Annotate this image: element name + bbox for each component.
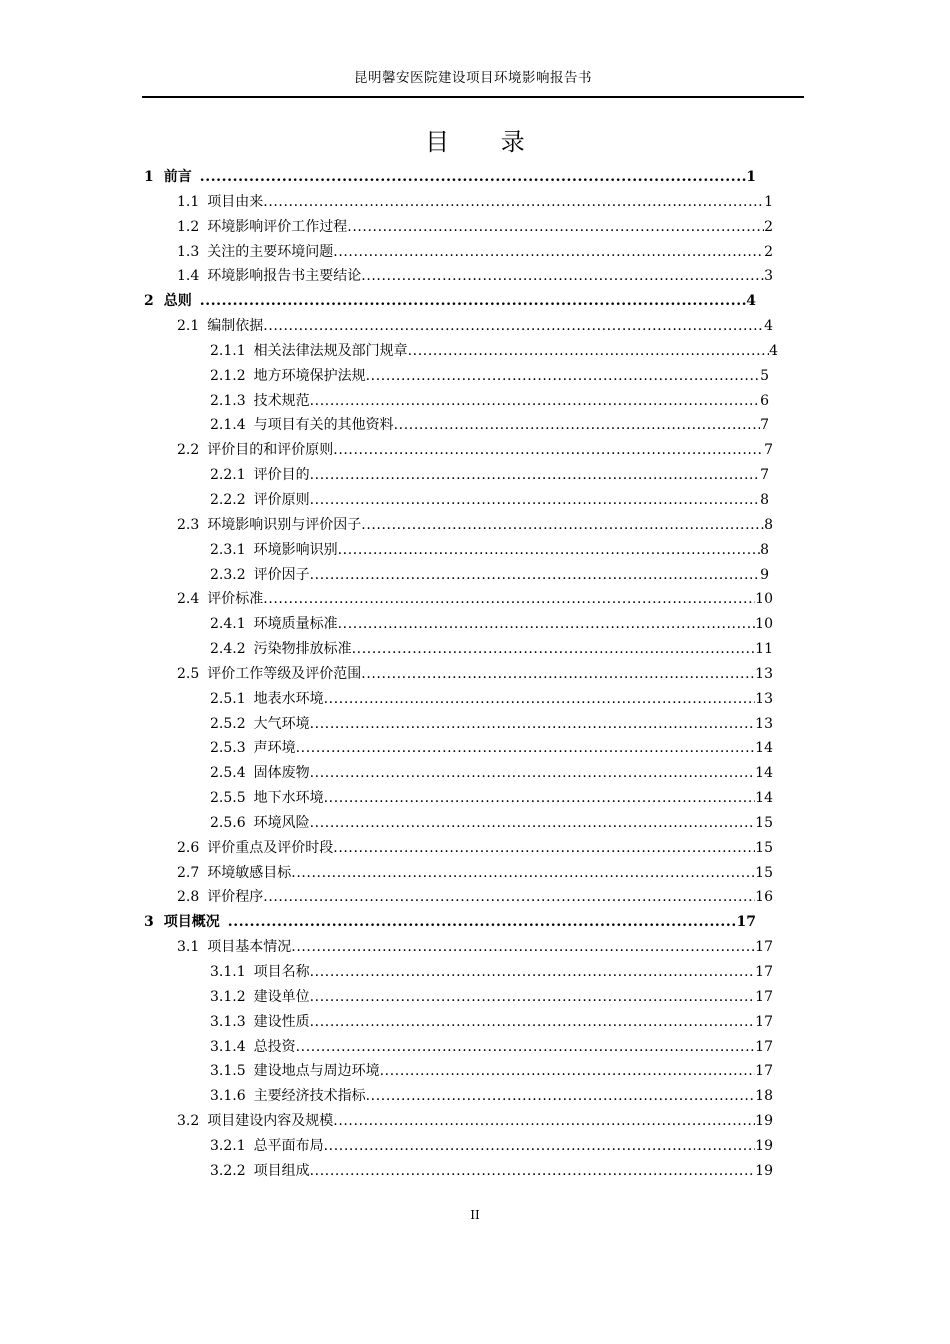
toc-entry[interactable]	[0, 215, 950, 240]
header-rule	[142, 96, 804, 98]
toc-entry[interactable]	[0, 513, 950, 538]
toc-entry[interactable]	[0, 811, 950, 836]
toc-entry-number: 2.8	[177, 889, 200, 906]
toc-entry[interactable]	[0, 736, 950, 761]
toc-entry-number: 3.2	[177, 1113, 200, 1130]
toc-entry[interactable]	[0, 389, 950, 414]
toc-entry[interactable]	[0, 662, 950, 687]
toc-entry[interactable]	[0, 1109, 950, 1134]
toc-entry[interactable]	[0, 264, 950, 289]
toc-leader-dots	[366, 364, 760, 389]
toc-entry-row[interactable]	[177, 264, 773, 289]
toc-entry-title: 与项目有关的其他资料	[253, 417, 394, 434]
toc-entry-row[interactable]	[210, 736, 773, 761]
toc-entry-title: 环境影响报告书主要结论	[207, 268, 362, 285]
toc-entry-page: 17	[736, 914, 756, 931]
toc-entry-row[interactable]	[177, 438, 773, 463]
toc-entry[interactable]	[0, 314, 950, 339]
toc-entry-page: 4	[764, 318, 773, 335]
toc-entry-row[interactable]	[210, 1059, 773, 1084]
toc-entry-page: 1	[746, 169, 756, 185]
toc-entry-title: 前言	[163, 169, 192, 185]
toc-entry-number: 3.1.5	[210, 1063, 246, 1080]
toc-entry-row[interactable]	[144, 910, 756, 935]
toc-entry-number: 1.3	[177, 243, 200, 260]
toc-entry-number: 2.3.1	[210, 541, 246, 558]
toc-entry-number: 2.5.2	[210, 715, 246, 732]
toc-entry-title: 地表水环境	[253, 690, 324, 707]
toc-leader-dots	[324, 1134, 756, 1159]
toc-entry[interactable]	[0, 761, 950, 786]
toc-entry-page: 14	[755, 765, 773, 782]
toc-entry-page: 7	[760, 467, 769, 484]
toc-entry-row[interactable]	[177, 861, 773, 886]
toc-entry[interactable]	[0, 687, 950, 712]
toc-entry-title: 环境影响评价工作过程	[207, 218, 348, 235]
toc-entry[interactable]	[0, 364, 950, 389]
toc-leader-dots	[310, 985, 756, 1010]
toc-leader-dots	[291, 935, 755, 960]
toc-entry-number: 2.5.5	[210, 790, 246, 807]
toc-entry-title: 相关法律法规及部门规章	[253, 342, 408, 359]
toc-entry-title: 主要经济技术指标	[253, 1088, 366, 1105]
toc-entry-page: 15	[755, 814, 773, 831]
toc-entry[interactable]	[0, 786, 950, 811]
toc-entry-number: 2.1.3	[210, 392, 246, 409]
toc-leader-dots	[310, 712, 756, 737]
toc-leader-dots	[338, 612, 756, 637]
toc-entry-number: 2.5.3	[210, 740, 246, 757]
toc-entry[interactable]	[0, 165, 950, 190]
toc-entry-page: 19	[755, 1162, 773, 1179]
toc-entry-row[interactable]	[177, 885, 773, 910]
toc-entry-row[interactable]	[210, 637, 773, 662]
toc-entry-page: 19	[755, 1113, 773, 1130]
toc-entry[interactable]	[0, 339, 950, 364]
toc-entry-number: 3.1.4	[210, 1038, 246, 1055]
toc-entry-page: 8	[764, 516, 773, 533]
toc-entry-row[interactable]	[210, 612, 773, 637]
toc-entry-number: 2.1.2	[210, 367, 246, 384]
toc-entry-page: 15	[755, 864, 773, 881]
toc-entry-page: 10	[755, 591, 773, 608]
toc-entry-title: 建设单位	[253, 988, 310, 1005]
toc-entry[interactable]	[0, 637, 950, 662]
toc-entry-number: 2.3.2	[210, 566, 246, 583]
toc-entry-number: 3	[144, 914, 154, 931]
toc-leader-dots	[263, 190, 764, 215]
toc-entry-title: 项目名称	[253, 964, 310, 980]
toc-entry-row[interactable]	[177, 215, 773, 240]
toc-entry-title: 固体废物	[253, 765, 310, 782]
toc-entry-number: 2.3	[177, 516, 200, 533]
toc-entry-row[interactable]	[177, 190, 773, 215]
toc-entry-number: 2.2	[177, 442, 200, 459]
toc-entry-title: 环境敏感目标	[207, 864, 292, 881]
toc-entry[interactable]	[0, 1010, 950, 1035]
toc-entry-page: 3	[764, 268, 773, 285]
toc-leader-dots	[200, 289, 747, 314]
toc-entry-page: 7	[760, 417, 769, 434]
toc-entry-page: 17	[755, 939, 773, 956]
toc-entry-page: 17	[755, 1013, 773, 1030]
toc-entry-row[interactable]	[210, 761, 773, 786]
toc-entry-title: 评价目的	[253, 467, 310, 484]
toc-entry-row[interactable]	[210, 389, 769, 414]
toc-entry-row[interactable]	[177, 587, 773, 612]
toc-leader-dots	[338, 538, 760, 563]
toc-leader-dots	[366, 1084, 756, 1109]
toc-entry[interactable]	[0, 438, 950, 463]
toc-entry-number: 2.2.1	[210, 467, 246, 484]
toc-entry-page: 16	[755, 889, 773, 906]
toc-entry-title: 项目概况	[163, 914, 220, 931]
toc-entry-title: 编制依据	[207, 318, 264, 335]
toc-entry-page: 8	[760, 491, 769, 508]
toc-leader-dots	[263, 885, 755, 910]
toc-entry[interactable]	[0, 463, 950, 488]
toc-entry-number: 3.1.6	[210, 1088, 246, 1105]
toc-entry-page: 15	[755, 839, 773, 856]
toc-entry-row[interactable]	[177, 662, 773, 687]
toc-entry[interactable]	[0, 910, 950, 935]
table-of-contents	[0, 165, 950, 1184]
toc-entry-title: 技术规范	[253, 392, 310, 409]
toc-entry-row[interactable]	[210, 811, 773, 836]
toc-entry-title: 评价标准	[207, 591, 264, 608]
toc-leader-dots	[333, 836, 755, 861]
toc-entry[interactable]	[0, 190, 950, 215]
toc-leader-dots	[333, 1109, 755, 1134]
toc-entry-page: 8	[760, 541, 769, 558]
toc-entry-title: 总平面布局	[253, 1137, 324, 1154]
toc-entry-row[interactable]	[210, 463, 769, 488]
toc-leader-dots	[333, 240, 764, 265]
toc-entry-row[interactable]	[210, 985, 773, 1010]
toc-entry-title: 环境影响识别与评价因子	[207, 516, 362, 533]
page-number: II	[470, 1208, 480, 1222]
toc-leader-dots	[347, 215, 764, 240]
toc-title: 目 录	[425, 128, 547, 156]
toc-leader-dots	[263, 587, 755, 612]
toc-entry-row[interactable]	[210, 563, 769, 588]
toc-entry-title: 评价重点及评价时段	[207, 839, 334, 856]
toc-leader-dots	[291, 861, 755, 886]
toc-entry-number: 3.1.1	[210, 964, 246, 980]
toc-leader-dots	[333, 438, 764, 463]
toc-entry-title: 环境质量标准	[253, 616, 338, 633]
toc-leader-dots	[310, 463, 760, 488]
toc-entry-page: 17	[755, 988, 773, 1005]
toc-entry-page: 13	[755, 690, 773, 707]
toc-entry-number: 2.5	[177, 665, 200, 682]
toc-leader-dots	[310, 563, 760, 588]
toc-entry-number: 3.1.3	[210, 1013, 246, 1030]
toc-entry-row[interactable]	[210, 538, 769, 563]
toc-leader-dots	[324, 786, 756, 811]
toc-entry[interactable]	[0, 935, 950, 960]
toc-entry-number: 2.4	[177, 591, 200, 608]
toc-entry-row[interactable]	[144, 289, 756, 314]
toc-entry-page: 19	[755, 1137, 773, 1154]
toc-entry[interactable]	[0, 861, 950, 886]
toc-entry-row[interactable]	[210, 687, 773, 712]
toc-entry-page: 4	[746, 293, 756, 310]
toc-entry-number: 1.2	[177, 218, 200, 235]
toc-entry-title: 评价原则	[253, 491, 310, 508]
toc-leader-dots	[352, 637, 756, 662]
toc-entry-number: 2.5.1	[210, 690, 246, 707]
toc-leader-dots	[408, 339, 769, 364]
toc-entry-title: 项目基本情况	[207, 939, 292, 956]
toc-leader-dots	[310, 389, 760, 414]
toc-entry-title: 评价工作等级及评价范围	[207, 665, 362, 682]
toc-leader-dots	[296, 736, 756, 761]
toc-entry[interactable]	[0, 1159, 950, 1184]
toc-entry-row[interactable]	[210, 1159, 773, 1184]
toc-entry-number: 2.4.2	[210, 641, 246, 658]
toc-entry-row[interactable]	[210, 960, 773, 985]
toc-leader-dots	[310, 1010, 756, 1035]
toc-entry-number: 2.7	[177, 864, 200, 881]
toc-entry-row[interactable]	[177, 240, 773, 265]
toc-leader-dots	[380, 1059, 756, 1084]
toc-entry[interactable]	[0, 960, 950, 985]
toc-entry-row[interactable]	[210, 1010, 773, 1035]
toc-entry[interactable]	[0, 712, 950, 737]
toc-entry-page: 9	[760, 566, 769, 583]
toc-entry-row[interactable]	[210, 1134, 773, 1159]
toc-entry-row[interactable]	[177, 935, 773, 960]
toc-entry[interactable]	[0, 289, 950, 314]
toc-entry[interactable]	[0, 1134, 950, 1159]
toc-entry-row[interactable]	[177, 513, 773, 538]
toc-leader-dots	[310, 960, 756, 985]
toc-entry-title: 总投资	[253, 1038, 296, 1055]
toc-entry-title: 地方环境保护法规	[253, 367, 366, 384]
toc-leader-dots	[324, 687, 756, 712]
toc-entry-page: 13	[755, 665, 773, 682]
toc-entry-title: 大气环境	[253, 715, 310, 732]
toc-entry-number: 2.4.1	[210, 616, 246, 633]
toc-entry-title: 项目建设内容及规模	[207, 1113, 334, 1130]
toc-entry-number: 1	[144, 169, 154, 185]
toc-entry-number: 2.5.4	[210, 765, 246, 782]
toc-entry[interactable]	[0, 240, 950, 265]
toc-leader-dots	[361, 662, 755, 687]
toc-entry-row[interactable]	[210, 413, 769, 438]
toc-entry-number: 2	[144, 293, 154, 310]
toc-entry-number: 1.1	[177, 193, 200, 210]
toc-entry-number: 2.1.4	[210, 417, 246, 434]
toc-entry[interactable]	[0, 1035, 950, 1060]
toc-leader-dots	[361, 264, 764, 289]
toc-entry[interactable]	[0, 413, 950, 438]
toc-entry-row[interactable]	[177, 1109, 773, 1134]
toc-entry[interactable]	[0, 612, 950, 637]
toc-entry-title: 评价因子	[253, 566, 310, 583]
toc-entry[interactable]	[0, 985, 950, 1010]
toc-entry-row[interactable]	[210, 488, 769, 513]
toc-entry-title: 评价目的和评价原则	[207, 442, 334, 459]
toc-entry-title: 项目由来	[207, 193, 264, 210]
toc-entry[interactable]	[0, 538, 950, 563]
toc-entry-title: 建设性质	[253, 1013, 310, 1030]
toc-entry-number: 3.1	[177, 939, 200, 956]
toc-entry-row[interactable]	[210, 786, 773, 811]
toc-entry-title: 声环境	[253, 740, 296, 757]
toc-entry-number: 3.2.2	[210, 1162, 246, 1179]
toc-entry-page: 2	[764, 243, 773, 260]
toc-entry-number: 2.5.6	[210, 814, 246, 831]
toc-entry-title: 污染物排放标准	[253, 641, 352, 658]
toc-entry[interactable]	[0, 488, 950, 513]
toc-entry-title: 建设地点与周边环境	[253, 1063, 380, 1080]
toc-entry-title: 总则	[163, 293, 192, 310]
toc-leader-dots	[310, 488, 760, 513]
toc-entry-title: 环境影响识别	[253, 541, 338, 558]
toc-entry-title: 关注的主要环境问题	[207, 243, 334, 260]
toc-leader-dots	[263, 314, 764, 339]
toc-entry-title: 项目组成	[253, 1162, 310, 1179]
toc-entry-number: 2.6	[177, 839, 200, 856]
toc-entry-page: 6	[760, 392, 769, 409]
toc-entry-row[interactable]	[210, 712, 773, 737]
toc-entry-number: 3.2.1	[210, 1137, 246, 1154]
toc-entry[interactable]	[0, 885, 950, 910]
toc-leader-dots	[361, 513, 764, 538]
toc-leader-dots	[200, 165, 747, 190]
toc-entry-number: 3.1.2	[210, 988, 246, 1005]
toc-entry-page: 17	[755, 1063, 773, 1080]
toc-leader-dots	[310, 761, 756, 786]
toc-entry-row[interactable]	[210, 339, 778, 364]
toc-entry-row[interactable]	[177, 836, 773, 861]
toc-entry-page: 4	[769, 342, 778, 359]
toc-entry-row[interactable]	[144, 165, 756, 190]
toc-leader-dots	[394, 413, 760, 438]
toc-entry-row[interactable]	[177, 314, 773, 339]
toc-entry-row[interactable]	[210, 364, 769, 389]
toc-entry[interactable]	[0, 1059, 950, 1084]
toc-entry-row[interactable]	[210, 1035, 773, 1060]
toc-entry-page: 13	[755, 715, 773, 732]
toc-entry-title: 环境风险	[253, 814, 310, 831]
toc-leader-dots	[310, 1159, 756, 1184]
toc-entry[interactable]	[0, 1084, 950, 1109]
toc-entry-page: 14	[755, 740, 773, 757]
toc-entry-number: 2.2.2	[210, 491, 246, 508]
toc-entry-page: 7	[764, 442, 773, 459]
toc-leader-dots	[310, 811, 756, 836]
toc-entry-number: 2.1	[177, 318, 200, 335]
toc-entry-page: 17	[755, 1038, 773, 1055]
toc-leader-dots	[228, 910, 737, 935]
toc-entry[interactable]	[0, 836, 950, 861]
toc-entry-page: 1	[764, 193, 773, 210]
toc-entry-number: 1.4	[177, 268, 200, 285]
running-header: 昆明馨安医院建设项目环境影响报告书	[354, 70, 592, 86]
toc-entry-title: 评价程序	[207, 889, 264, 906]
toc-entry-page: 2	[764, 218, 773, 235]
toc-entry-page: 14	[755, 790, 773, 807]
toc-entry-row[interactable]	[210, 1084, 773, 1109]
toc-entry-number: 2.1.1	[210, 342, 246, 359]
toc-entry-page: 11	[755, 641, 773, 658]
toc-entry-page: 17	[755, 964, 773, 980]
toc-entry[interactable]	[0, 563, 950, 588]
toc-entry[interactable]	[0, 587, 950, 612]
toc-entry-page: 10	[755, 616, 773, 633]
toc-entry-page: 5	[760, 367, 769, 384]
toc-entry-title: 地下水环境	[253, 790, 324, 807]
toc-leader-dots	[296, 1035, 756, 1060]
toc-entry-page: 18	[755, 1088, 773, 1105]
